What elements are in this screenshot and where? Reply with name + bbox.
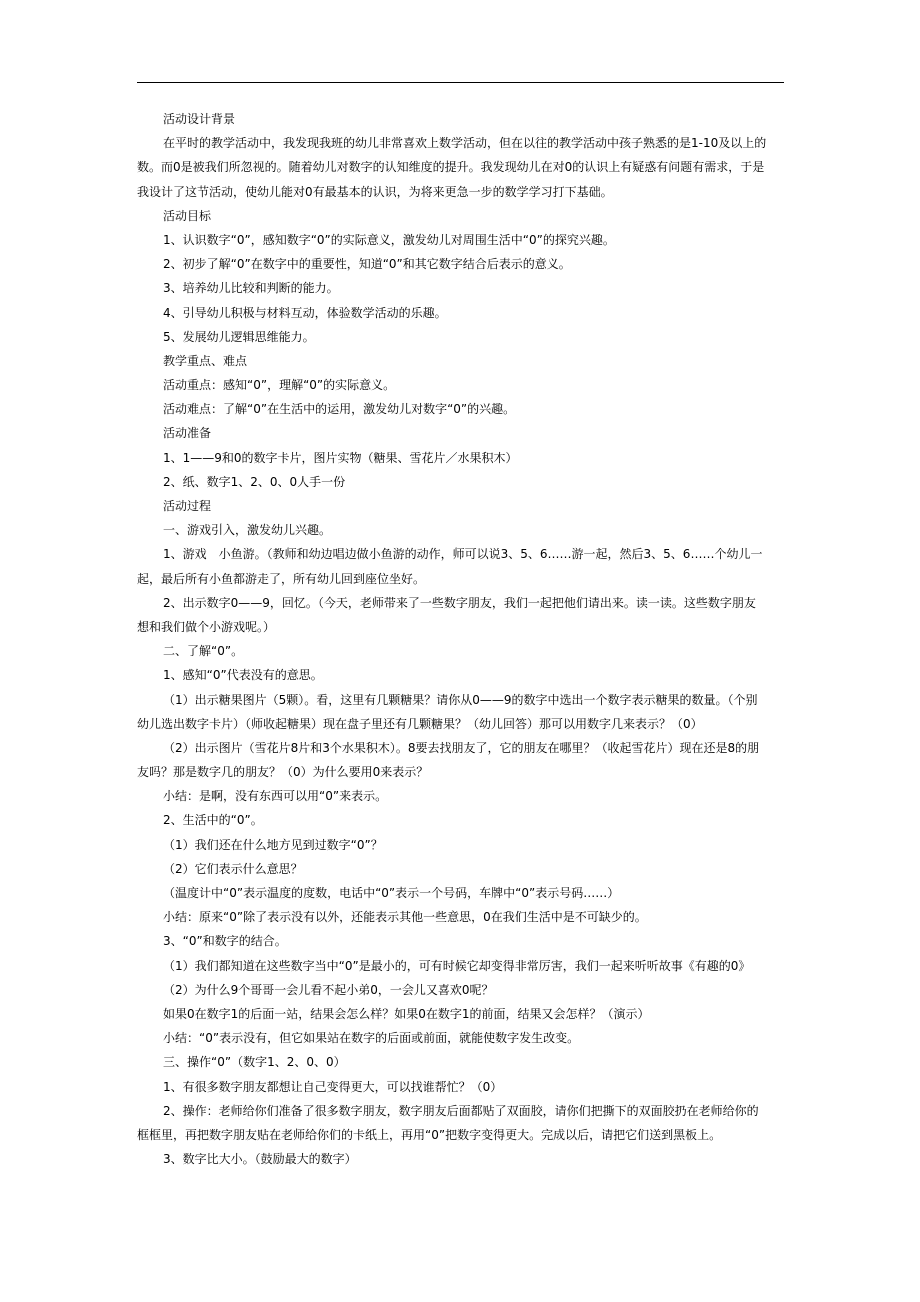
paragraph-line: （温度计中“0”表示温度的度数，电话中“0”表示一个号码，车牌中“0”表示号码……） (163, 886, 620, 900)
paragraph-line: 2、出示数字0——9，回忆。（今天，老师带来了一些数字朋友，我们一起把他们请出来。读一读。这些数字朋友 (163, 595, 756, 610)
header-rule (137, 82, 784, 83)
paragraph-line: 如果0在数字1的后面一站，结果会怎么样？如果0在数字1的前面，结果又会怎样？（演示） (163, 1006, 650, 1021)
paragraph-line: （1）我们还在什么地方见到过数字“0”？ (163, 837, 383, 852)
paragraph-line: （1）出示糖果图片（5颗）。看，这里有几颗糖果？请你从0——9的数字中选出一个数字表示糖果的数量。（个别 (163, 692, 758, 707)
paragraph-line: 2、初步了解“0”在数字中的重要性，知道“0”和其它数字结合后表示的意义。 (163, 257, 571, 272)
paragraph-line: 活动目标 (163, 208, 212, 223)
paragraph-line: 小结：“0”表示没有，但它如果站在数字的后面或前面，就能使数字发生改变。 (163, 1031, 580, 1046)
paragraph-line: 2、生活中的“0”。 (163, 813, 263, 828)
paragraph-line: （1）我们都知道在这些数字当中“0”是最小的，可有时候它却变得非常厉害，我们一起来听听故事《有趣的0》 (163, 958, 751, 973)
paragraph-line: 1、感知“0”代表没有的意思。 (163, 668, 323, 683)
paragraph-line: 一、游戏引入，激发幼儿兴趣。 (163, 523, 332, 538)
paragraph-line: 活动设计背景 (163, 112, 236, 126)
paragraph-line: 二、了解“0”。 (163, 644, 244, 659)
paragraph-line: 3、培养幼儿比较和判断的能力。 (163, 281, 339, 296)
paragraph-line: 在平时的教学活动中，我发现我班的幼儿非常喜欢上数学活动，但在以往的教学活动中孩子熟悉的是1-10及以上的 (163, 136, 767, 151)
paragraph-line: 4、引导幼儿积极与材料互动，体验数学活动的乐趣。 (163, 305, 447, 320)
paragraph-line: 小结：原来“0”除了表示没有以外，还能表示其他一些意思，0在我们生活中是不可缺少的。 (163, 910, 647, 925)
paragraph-line: （2）它们表示什么意思？ (163, 861, 303, 876)
paragraph-line: 活动准备 (163, 426, 212, 441)
paragraph-line: 3、数字比大小。（鼓励最大的数字） (163, 1152, 357, 1167)
paragraph-line: 活动重点：感知“0”，理解“0”的实际意义。 (163, 378, 396, 393)
paragraph-line: 1、有很多数字朋友都想让自己变得更大，可以找谁帮忙？（0） (163, 1079, 503, 1094)
paragraph-line: 教学重点、难点 (163, 353, 248, 368)
paragraph-line: 想和我们做个小游戏呢。） (137, 619, 276, 634)
paragraph-line: 1、1——9和0的数字卡片，图片实物（糖果、雪花片／水果积木） (163, 450, 518, 465)
paragraph-line: 幼儿选出数字卡片）（师收起糖果）现在盘子里还有几颗糖果？（幼儿回答）那可以用数字几来表示？（0） (137, 716, 703, 731)
paragraph-line: 数。而0是被我们所忽视的。随着幼儿对数字的认知维度的提升。我发现幼儿在对0的认识上有疑惑有问题有需求，于是 (137, 160, 765, 175)
paragraph-line: 2、操作：老师给你们准备了很多数字朋友，数字朋友后面都贴了双面胶，请你们把撕下的双面胶扔在老师给你的 (163, 1103, 759, 1118)
paragraph-line: （2）出示图片（雪花片8片和3个水果积木）。8要去找朋友了，它的朋友在哪里？（收起雪花片）现在还是8的朋 (163, 740, 760, 755)
paragraph-line: 活动过程 (163, 499, 212, 513)
paragraph-line: 三、操作“0”（数字1、2、0、0） (163, 1055, 346, 1070)
paragraph-line: 小结：是啊，没有东西可以用“0”来表示。 (163, 789, 388, 804)
paragraph-line: 5、发展幼儿逻辑思维能力。 (163, 329, 315, 344)
paragraph-line: 我设计了这节活动，使幼儿能对0有最基本的认识，为将来更急一步的数学学习打下基础。 (137, 184, 613, 199)
paragraph-line: 1、认识数字“0”，感知数字“0”的实际意义，激发幼儿对周围生活中“0”的探究兴趣。 (163, 232, 615, 247)
paragraph-line: 框框里，再把数字朋友贴在老师给你们的卡纸上，再用“0”把数字变得更大。完成以后，请把它们送到黑板上。 (137, 1127, 722, 1142)
paragraph-line: 活动难点：了解“0”在生活中的运用，激发幼儿对数字“0”的兴趣。 (163, 402, 516, 417)
paragraph-line: 友吗？那是数字几的朋友？（0）为什么要用0来表示？ (137, 765, 429, 780)
paragraph-line: 1、游戏 小鱼游。（教师和幼边唱边做小鱼游的动作，师可以说3、5、6……游一起，然后3、5、6……个幼儿一 (163, 547, 763, 562)
paragraph-line: 3、“0”和数字的结合。 (163, 934, 287, 949)
paragraph-line: 起，最后所有小鱼都游走了，所有幼儿回到座位坐好。 (137, 571, 426, 586)
paragraph-line: 2、纸、数字1、2、0、0人手一份 (163, 474, 346, 489)
paragraph-line: （2）为什么9个哥哥一会儿看不起小弟0，一会儿又喜欢0呢？ (163, 982, 494, 997)
document-body (137, 107, 784, 1171)
